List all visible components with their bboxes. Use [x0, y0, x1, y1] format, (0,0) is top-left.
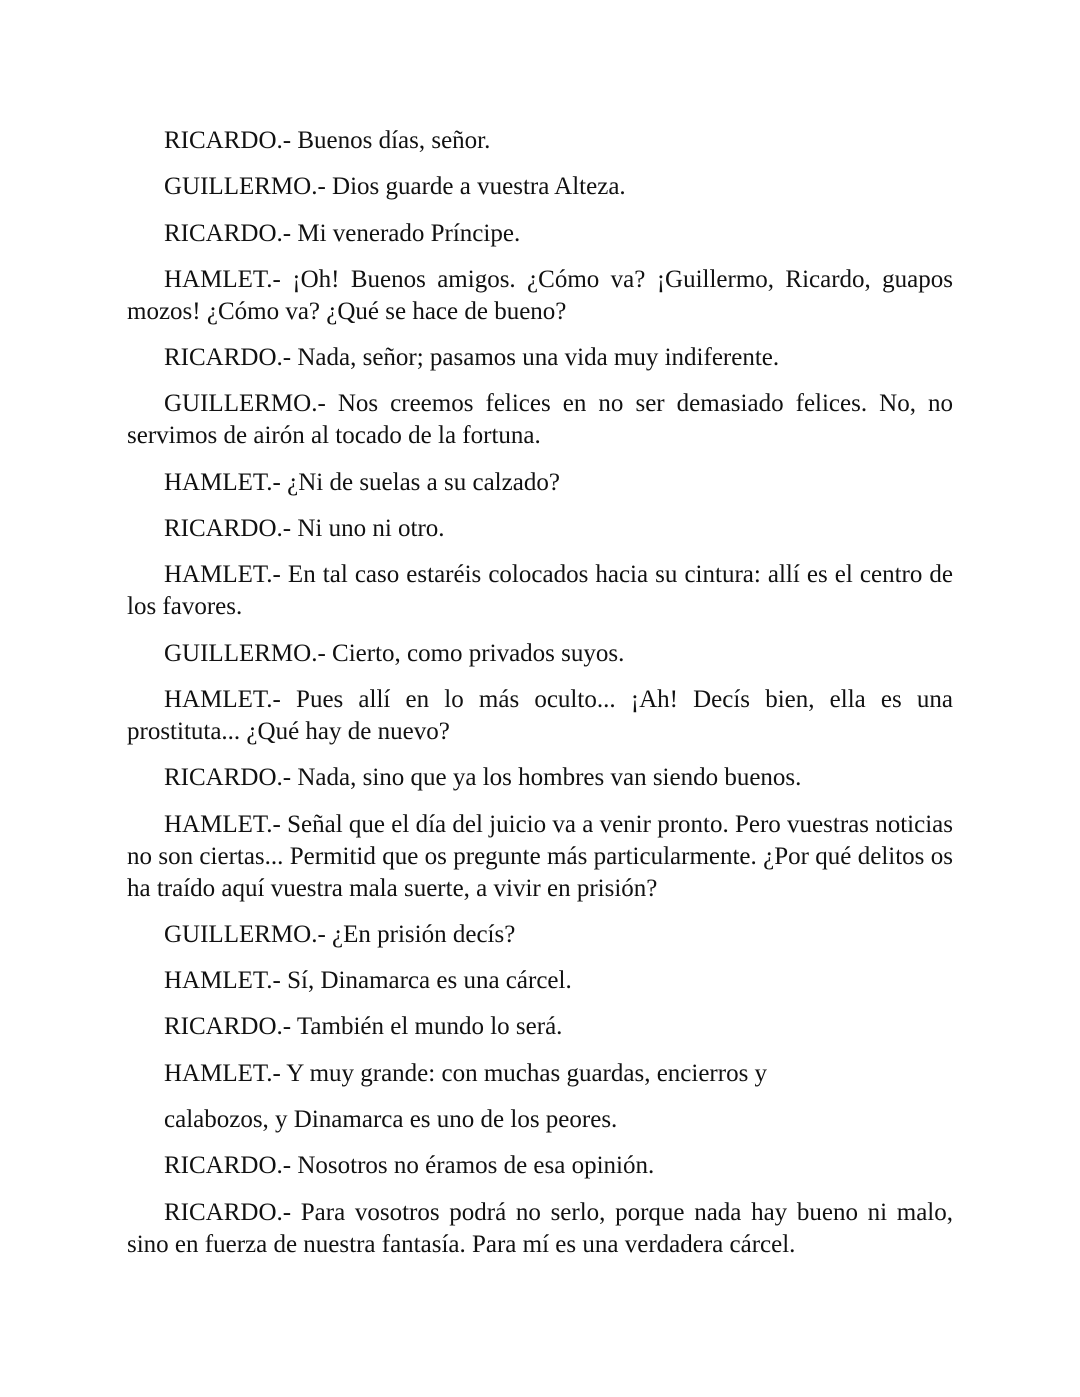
- dialogue-line: RICARDO.- Para vosotros podrá no serlo, porque nada hay bueno ni malo, sino en fuerza de nuestra fantasía. Para mí es una verdadera cárcel.: [127, 1198, 953, 1258]
- dialogue-line: HAMLET.- Y muy grande: con muchas guardas, encierros y: [164, 1059, 768, 1087]
- dialogue-line: HAMLET.- En tal caso estaréis colocados hacia su cintura: allí es el centro de los favores.: [127, 561, 953, 621]
- dialogue-line: RICARDO.- Nosotros no éramos de esa opinión.: [164, 1152, 655, 1180]
- dialogue-line: RICARDO.- Nada, señor; pasamos una vida muy indiferente.: [164, 344, 780, 372]
- dialogue-line: RICARDO.- Buenos días, señor.: [164, 127, 491, 154]
- dialogue-line: HAMLET.- ¡Oh! Buenos amigos. ¿Cómo va? ¡Guillermo, Ricardo, guapos mozos! ¿Cómo va? ¿Qué se hace de bueno?: [127, 265, 953, 325]
- dialogue-line: RICARDO.- Nada, sino que ya los hombres van siendo buenos.: [164, 764, 802, 792]
- dialogue-line: HAMLET.- ¿Ni de suelas a su calzado?: [164, 468, 560, 496]
- dialogue-line: GUILLERMO.- Dios guarde a vuestra Alteza.: [164, 173, 626, 201]
- dialogue-line: calabozos, y Dinamarca es uno de los peores.: [164, 1106, 618, 1134]
- dialogue-line: GUILLERMO.- Nos creemos felices en no ser demasiado felices. No, no servimos de airón al tocado de la fortuna.: [127, 390, 953, 450]
- dialogue-line: HAMLET.- Pues allí en lo más oculto... ¡Ah! Decís bien, ella es una prostituta... ¿Qué hay de nuevo?: [127, 685, 953, 745]
- dialogue-line: GUILLERMO.- ¿En prisión decís?: [164, 920, 516, 948]
- document-page: [127, 125, 953, 1275]
- dialogue-line: RICARDO.- Ni uno ni otro.: [164, 515, 445, 543]
- dialogue-line: HAMLET.- Señal que el día del juicio va a venir pronto. Pero vuestras noticias no son ciertas... Permitid que os pregunte más particularmente. ¿Por qué delitos os ha traído aquí vuestra mala suerte, a vivir en prisión?: [127, 810, 953, 902]
- dialogue-line: GUILLERMO.- Cierto, como privados suyos.: [164, 639, 625, 667]
- dialogue-line: RICARDO.- También el mundo lo será.: [164, 1013, 563, 1041]
- dialogue-line: RICARDO.- Mi venerado Príncipe.: [164, 219, 521, 247]
- dialogue-line: HAMLET.- Sí, Dinamarca es una cárcel.: [164, 967, 572, 995]
